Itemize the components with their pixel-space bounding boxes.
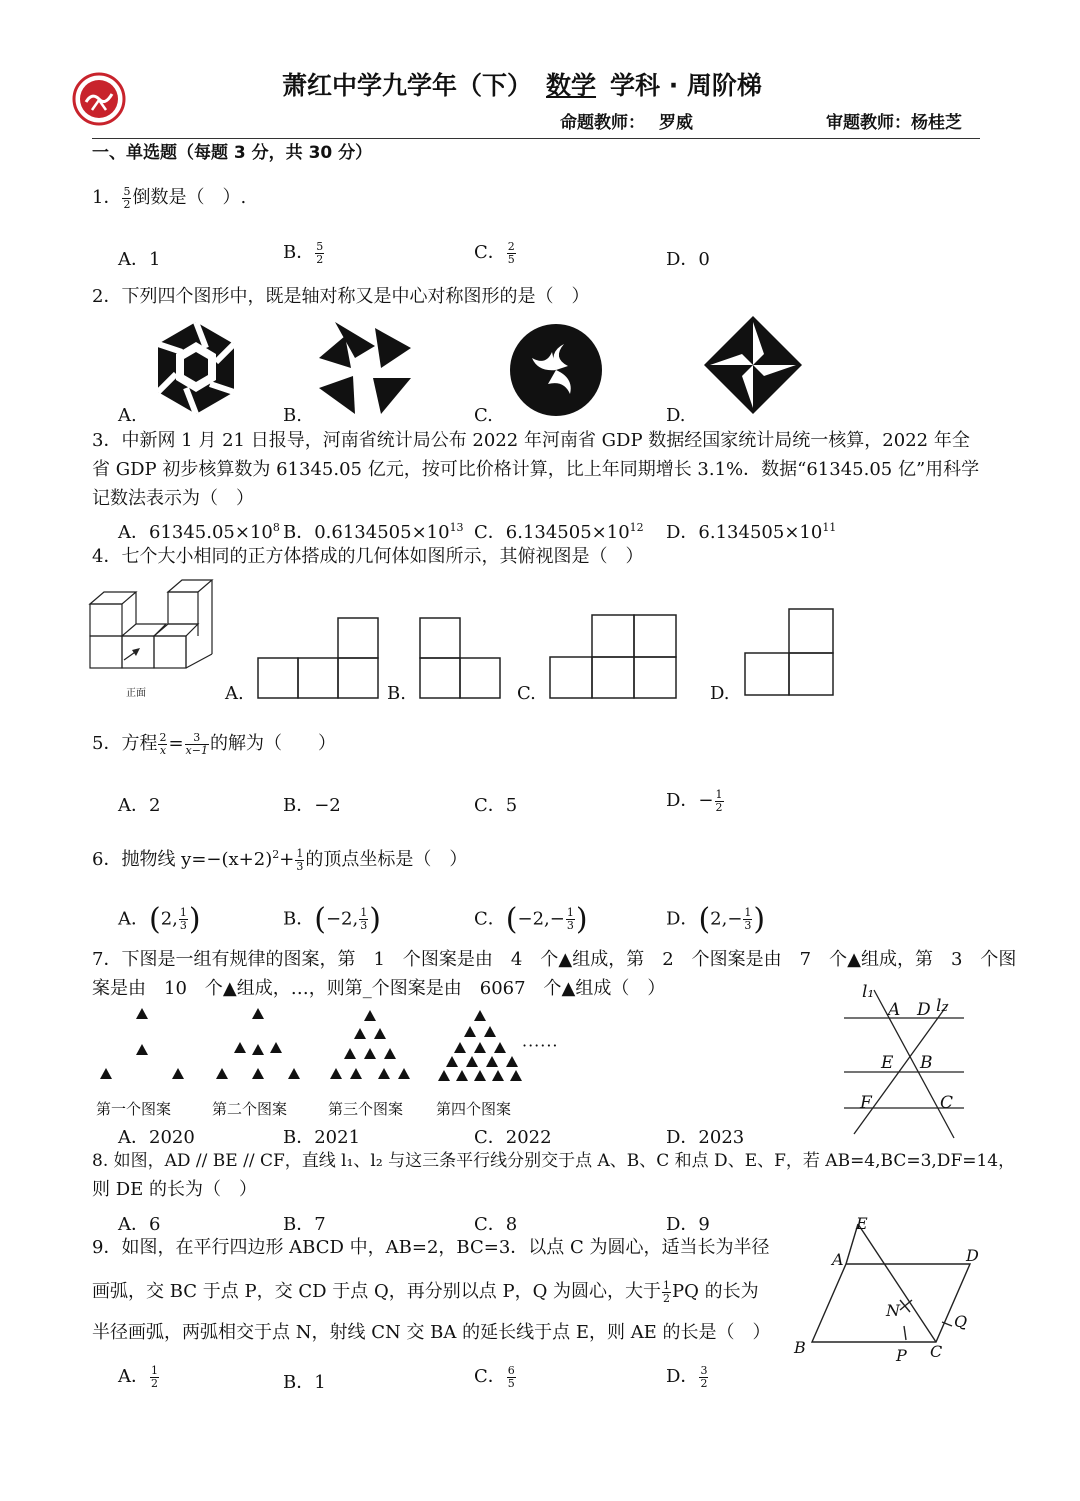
triangle xyxy=(454,1042,466,1053)
q5-option-b: B．−2 xyxy=(283,795,341,816)
q2-option-a: A. xyxy=(118,405,137,426)
q3-option-b: B．$0.6134505\times 10^{13}$ xyxy=(283,521,464,543)
triangle xyxy=(354,1028,366,1039)
question-7-line-1: 7．下图是一组有规律的图案，第 1 个图案是由 4 个▲组成，第 2 个图案是由 7 个▲组成，第 3 个图 xyxy=(92,949,1017,970)
q4-option-b: B. xyxy=(387,683,406,704)
pattern-caption-2: 第二个图案 xyxy=(212,1100,288,1118)
reviewer-line: 审题教师：杨桂芝 xyxy=(826,113,962,133)
q2-figure-a xyxy=(150,318,242,418)
triangle xyxy=(456,1070,468,1081)
continuation-dots: ······ xyxy=(522,1036,559,1055)
triangle xyxy=(492,1070,504,1081)
question-5: 5．方程 $\frac{2}{x}$ = $\frac{3}{x-1}$ 的解为（ ） xyxy=(92,731,336,757)
label-N: N xyxy=(886,1301,900,1320)
q1-option-a: A．1 xyxy=(118,249,161,270)
triangle xyxy=(234,1042,246,1053)
q5-option-c: C．5 xyxy=(474,795,518,816)
question-9-line-3: 半径画弧，两弧相交于点 N，射线 CN 交 BA 的延长线于点 E，则 AE 的长是（ ） xyxy=(92,1322,771,1343)
q9-option-b: B．1 xyxy=(283,1372,326,1393)
q4-option-a-figure xyxy=(256,616,380,700)
q6-option-c: C．(−2,− $\frac{1}{3}$ ) xyxy=(474,902,588,937)
triangle xyxy=(350,1068,362,1079)
triangle xyxy=(510,1070,522,1081)
section-heading: 一、单选题（每题 3 分，共 30 分） xyxy=(92,143,373,163)
page-title: 萧红中学九学年（下） 数学 学科 · 周阶梯 xyxy=(282,71,762,100)
q7-option-d: D．2023 xyxy=(666,1127,745,1148)
question-3-line-2: 省 GDP 初步核算数为 61345.05 亿元，按可比价格计算，比上年同期增长 3.1%．数据“61345.05 亿”用科学 xyxy=(92,459,980,480)
question-2: 2．下列四个图形中，既是轴对称又是中心对称图形的是（ ） xyxy=(92,286,590,307)
triangle xyxy=(464,1026,476,1037)
triangle xyxy=(330,1068,342,1079)
school-logo xyxy=(72,72,126,126)
label-A: A xyxy=(832,1250,844,1269)
triangle xyxy=(474,1070,486,1081)
triangle xyxy=(384,1048,396,1059)
triangle xyxy=(364,1048,376,1059)
q6-option-a: A．(2, $\frac{1}{3}$ ) xyxy=(118,902,201,937)
triangle xyxy=(474,1010,486,1021)
q2-figure-c xyxy=(508,322,604,418)
triangle xyxy=(136,1044,148,1055)
q1-option-b: B． $\frac{5}{2}$ xyxy=(283,239,324,266)
q9-option-a: A． $\frac{1}{2}$ xyxy=(118,1363,158,1390)
q2-option-c: C. xyxy=(474,405,493,426)
q2-figure-b xyxy=(315,318,415,418)
author-line: 命题教师： 罗威 xyxy=(560,113,693,133)
pattern-caption-4: 第四个图案 xyxy=(436,1100,512,1118)
label-Q: Q xyxy=(954,1312,968,1331)
question-7-line-2: 案是由 10 个▲组成，…，则第_个图案是由 6067 个▲组成（ ） xyxy=(92,978,666,999)
label-B: B xyxy=(920,1053,933,1073)
q9-option-c: C． $\frac{6}{5}$ xyxy=(474,1363,515,1390)
label-P: P xyxy=(896,1346,907,1365)
triangle xyxy=(216,1068,228,1079)
triangle xyxy=(252,1044,264,1055)
label-C: C xyxy=(930,1342,943,1361)
q3-option-a: A．$61345.05\times 10^8$ xyxy=(118,521,280,543)
question-3-line-1: 3．中新网 1 月 21 日报导，河南省统计局公布 2022 年河南省 GDP 数据经国家统计局统一核算，2022 年全 xyxy=(92,430,970,451)
q8-option-d: D．9 xyxy=(666,1214,710,1235)
q2-figure-d xyxy=(702,314,804,416)
triangle xyxy=(374,1028,386,1039)
question-6: 6．抛物线 $y=-(x+2)^2+$ $\frac{1}{3}$ 的顶点坐标是（ ） xyxy=(92,847,468,873)
subject-name: 数学 xyxy=(546,71,597,100)
q2-option-d: D. xyxy=(666,405,686,426)
triangle xyxy=(378,1068,390,1079)
pattern-caption-1: 第一个图案 xyxy=(96,1100,172,1118)
label-A: A xyxy=(888,1000,901,1020)
triangle xyxy=(486,1056,498,1067)
question-1: 1． $\frac{5}{2}$ 倒数是（ ）. xyxy=(92,185,247,211)
label-B: B xyxy=(794,1338,806,1357)
triangle xyxy=(100,1068,112,1079)
triangle xyxy=(288,1068,300,1079)
q7-option-a: A．2020 xyxy=(118,1127,195,1148)
q3-option-c: C．$6.134505\times 10^{12}$ xyxy=(474,521,644,543)
triangle xyxy=(344,1048,356,1059)
question-8-line-1: 8. 如图，AD // BE // CF，直线 l₁、l₂ 与这三条平行线分别交于点 A、B、C 和点 D、E、F，若 AB=4,BC=3,DF=14， xyxy=(92,1151,1016,1171)
label-D: D xyxy=(966,1246,979,1265)
triangle xyxy=(484,1026,496,1037)
triangle xyxy=(494,1042,506,1053)
triangle xyxy=(252,1008,264,1019)
q4-option-c-figure xyxy=(548,613,678,700)
triangle xyxy=(506,1056,518,1067)
q3-option-d: D．$6.134505\times 10^{11}$ xyxy=(666,521,837,543)
question-8-line-2: 则 DE 的长为（ ） xyxy=(92,1179,258,1200)
triangle xyxy=(466,1056,478,1067)
q8-option-b: B．7 xyxy=(283,1214,326,1235)
question-9-line-1: 9．如图，在平行四边形 ABCD 中，AB=2，BC=3．以点 C 为圆心，适当长为半径 xyxy=(92,1237,770,1258)
q2-option-b: B. xyxy=(283,405,302,426)
label-F: F xyxy=(860,1093,872,1113)
q6-option-b: B．(−2, $\frac{1}{3}$ ) xyxy=(283,902,381,937)
label-E: E xyxy=(881,1053,894,1073)
triangle xyxy=(172,1068,184,1079)
label-E: E xyxy=(856,1214,868,1233)
triangle xyxy=(398,1068,410,1079)
header-rule xyxy=(92,138,980,139)
triangle xyxy=(270,1042,282,1053)
label-l2: l₂ xyxy=(936,996,949,1016)
q4-option-c: C. xyxy=(517,683,536,704)
q4-option-d-figure xyxy=(743,607,835,697)
q5-option-a: A．2 xyxy=(118,795,161,816)
q7-option-c: C．2022 xyxy=(474,1127,552,1148)
label-C: C xyxy=(940,1093,954,1113)
triangle xyxy=(136,1008,148,1019)
q8-parallel-lines-figure xyxy=(836,982,970,1142)
q9-option-d: D． $\frac{3}{2}$ xyxy=(666,1363,708,1390)
pattern-caption-3: 第三个图案 xyxy=(328,1100,404,1118)
q4-option-b-figure xyxy=(418,616,502,700)
q4-front-label: 正面 xyxy=(126,688,146,699)
question-4: 4．七个大小相同的正方体搭成的几何体如图所示，其俯视图是（ ） xyxy=(92,546,644,567)
q7-option-b: B．2021 xyxy=(283,1127,361,1148)
q4-solid-figure xyxy=(88,578,218,678)
triangle xyxy=(252,1068,264,1079)
question-9-line-2: 画弧，交 BC 于点 P，交 CD 于点 Q，再分别以点 P，Q 为圆心，大于 $\frac{1}{2}$ PQ 的长为 xyxy=(92,1279,759,1305)
q8-option-a: A．6 xyxy=(118,1214,161,1235)
label-l1: l₁ xyxy=(862,982,875,1002)
q9-parallelogram-figure xyxy=(796,1214,986,1370)
q1-option-c: C． $\frac{2}{5}$ xyxy=(474,239,515,266)
label-D: D xyxy=(917,1000,931,1020)
q5-option-d: D．− $\frac{1}{2}$ xyxy=(666,787,723,814)
q6-option-d: D．(2,− $\frac{1}{3}$ ) xyxy=(666,902,766,937)
q4-option-a: A. xyxy=(225,683,244,704)
triangle xyxy=(438,1070,450,1081)
triangle xyxy=(446,1056,458,1067)
triangle xyxy=(474,1042,486,1053)
question-3-line-3: 记数法表示为（ ） xyxy=(92,488,254,509)
q1-option-d: D．0 xyxy=(666,249,710,270)
q4-option-d: D. xyxy=(710,683,730,704)
triangle xyxy=(364,1010,376,1021)
q8-option-c: C．8 xyxy=(474,1214,518,1235)
